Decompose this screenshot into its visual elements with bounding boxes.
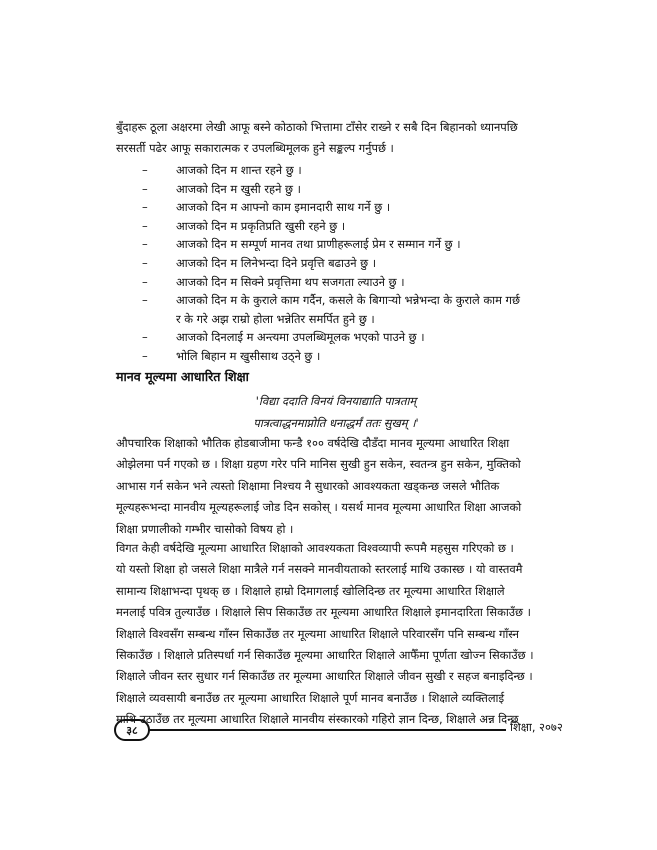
resolution-line: आजको दिन म आफ्नो काम इमानदारी साथ गर्ने छु । <box>176 200 391 215</box>
paragraph-line: सिकाउँछ । शिक्षाले प्रतिस्पर्धा गर्न सिकाउँछ मूल्यमा आधारित शिक्षाले आफैँमा पूर्णता खोज्न सिकाउँछ । <box>116 648 534 663</box>
paragraph-line: मनलाई पवित्र तुल्याउँछ । शिक्षाले सिप सिकाउँछ तर मूल्यमा आधारित शिक्षाले इमानदारिता सिकाउँछ । <box>116 605 531 620</box>
resolution-item <box>142 273 520 292</box>
intro-line: सरसर्ती पढेर आफू सकारात्मक र उपलब्धिमूलक हुने सङ्कल्प गर्नुपर्छ । <box>116 141 394 156</box>
resolution-line: भोलि बिहान म खुसीसाथ उठ्ने छु । <box>176 348 321 363</box>
resolution-item <box>142 328 520 347</box>
resolution-text <box>176 235 461 254</box>
dash-marker: – <box>142 163 148 177</box>
journal-label: शिक्षा, २०७२ <box>510 720 563 734</box>
dash-marker: – <box>142 181 148 196</box>
resolution-item <box>142 291 520 328</box>
paragraph-line: माथि उठाउँछ तर मूल्यमा आधारित शिक्षाले मानवीय संस्कारको गहिरो ज्ञान दिन्छ, शिक्षाले अन्न दिन्छ <box>116 712 519 727</box>
paragraph-line: शिक्षा प्रणालीको गम्भीर चासोको विषय हो । <box>116 521 294 536</box>
resolution-list <box>142 161 520 366</box>
paragraph-line: औपचारिक शिक्षाको भौतिक होडबाजीमा फन्डै १०० वर्षदेखि दौडँदा मानव मूल्यमा आधारित शिक्षा <box>116 436 510 450</box>
paragraph-line: शिक्षाले जीवन स्तर सुधार गर्न सिकाउँछ तर मूल्यमा आधारित शिक्षाले जीवन सुखी र सहज बनाइदिन्छ । <box>116 669 533 684</box>
dash-marker: – <box>142 348 148 363</box>
footer-rule <box>148 729 506 731</box>
resolution-text <box>176 273 405 292</box>
dash-marker: – <box>142 293 148 308</box>
resolution-text <box>176 217 345 236</box>
paragraph-line: मूल्यहरूभन्दा मानवीय मूल्यहरूलाई जोड दिन सकोस् । यसर्थ मानव मूल्यमा आधारित शिक्षा आजको <box>116 500 522 515</box>
resolution-line: आजको दिन म लिनेभन्दा दिने प्रवृत्ति बढाउने छु । <box>176 255 377 270</box>
resolution-line: र के गरे अझ राम्रो होला भन्नेतिर समर्पित हुने छु । <box>176 311 375 326</box>
resolution-line: आजको दिन म खुसी रहने छु । <box>176 181 301 196</box>
paragraph-line: यो यस्तो शिक्षा हो जसले शिक्षा मात्रैले गर्न नसक्ने मानवीयताको स्तरलाई माथि उकास्छ । यो वास्तवमै <box>116 562 523 577</box>
resolution-item <box>142 347 520 366</box>
verse-line: पात्रत्वाद्धनमाप्नोति धनाद्धर्मं ततः सुखम् ।' <box>253 416 419 430</box>
resolution-text <box>176 328 425 347</box>
dash-marker: – <box>142 330 148 345</box>
verse-line: 'विद्या ददाति विनयं विनयाद्याति पात्रताम् <box>255 394 417 408</box>
resolution-text <box>176 254 376 273</box>
resolution-item <box>142 161 520 180</box>
paragraph-line: सामान्य शिक्षाभन्दा पृथक् छ । शिक्षाले हाम्रो दिमागलाई खोलिदिन्छ तर मूल्यमा आधारित शिक्षाले <box>116 583 505 598</box>
paragraph-line: शिक्षाले व्यवसायी बनाउँछ तर मूल्यमा आधारित शिक्षाले पूर्ण मानव बनाउँछ । शिक्षाले व्यक्तिलाई <box>116 690 505 705</box>
resolution-line: आजको दिन म सम्पूर्ण मानव तथा प्राणीहरूलाई प्रेम र सम्मान गर्ने छु । <box>176 237 461 252</box>
resolution-line: आजको दिन म शान्त रहने छु । <box>176 163 302 177</box>
dash-marker: – <box>142 274 148 289</box>
resolution-item <box>142 235 520 254</box>
paragraph-line: ओझेलमा पर्न गएको छ । शिक्षा ग्रहण गरेर पनि मानिस सुखी हुन सकेन, स्वतन्त्र हुन सकेन, मुक्तिको <box>116 457 521 472</box>
dash-marker: – <box>142 255 148 270</box>
page-number-badge: ३८ <box>114 719 150 741</box>
resolution-text <box>176 198 390 217</box>
paragraph-line: आभास गर्न सकेन भने त्यस्तो शिक्षामा निश्चय नै सुधारको आवश्यकता खड्कन्छ जसले भौतिक <box>116 478 500 493</box>
intro-line: बुँदाहरू ठूला अक्षरमा लेखी आफू बस्ने कोठाको भित्तामा टाँसेर राख्ने र सबै दिन बिहानको ध्यानपछि <box>116 120 518 134</box>
resolution-text <box>176 291 520 328</box>
resolution-item <box>142 217 520 236</box>
resolution-item <box>142 254 520 273</box>
body-paragraph <box>116 433 521 540</box>
resolution-text <box>176 347 320 366</box>
resolution-line: आजको दिन म सिक्ने प्रवृत्तिमा थप सजगता ल्याउने छु । <box>176 274 405 289</box>
dash-marker: – <box>142 218 148 233</box>
resolution-text <box>176 180 301 199</box>
dash-marker: – <box>142 200 148 215</box>
body-paragraph <box>116 538 534 731</box>
section-heading: मानव मूल्यमा आधारित शिक्षा <box>116 369 249 384</box>
resolution-line: आजको दिनलाई म अन्त्यमा उपलब्धिमूलक भएको पाउने छु । <box>176 330 425 345</box>
resolution-item <box>142 198 520 217</box>
resolution-line: आजको दिन म प्रकृतिप्रति खुसी रहने छु । <box>176 218 346 233</box>
resolution-text <box>176 161 302 180</box>
resolution-item <box>142 180 520 199</box>
resolution-line: आजको दिन म के कुराले काम गर्दैन, कसले के बिगाऱ्यो भन्नेभन्दा के कुराले काम गर्छ <box>176 293 520 308</box>
intro-paragraph <box>116 117 556 160</box>
paragraph-line: विगत केही वर्षदेखि मूल्यमा आधारित शिक्षाको आवश्यकता विश्वव्यापी रूपमै महसुस गरिएको छ । <box>116 541 514 555</box>
paragraph-line: शिक्षाले विश्वसँग सम्बन्ध गाँस्न सिकाउँछ तर मूल्यमा आधारित शिक्षाले परिवारसँग पनि सम्बन्ध गाँस्न <box>116 626 519 641</box>
dash-marker: – <box>142 237 148 252</box>
